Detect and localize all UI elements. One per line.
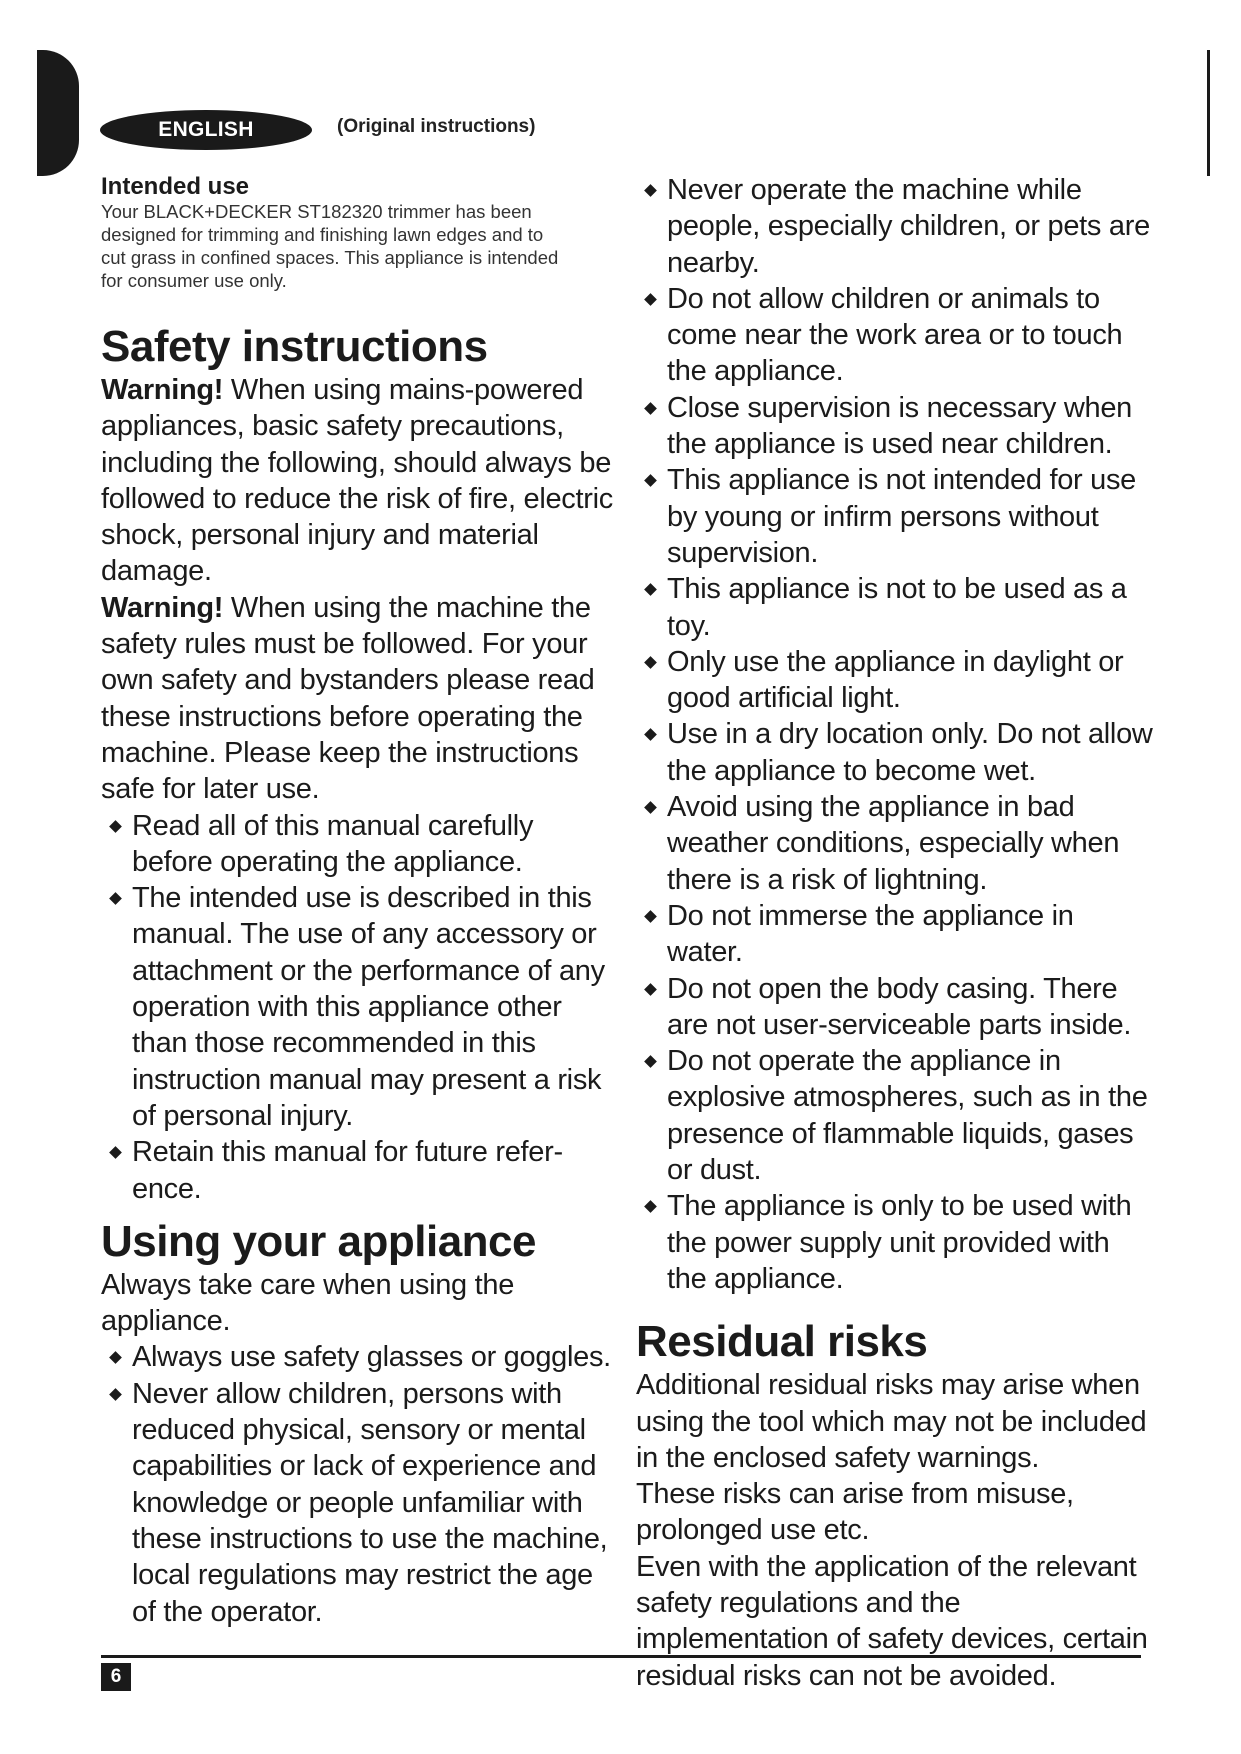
warning-label: Warning!: [101, 591, 224, 624]
using-intro: Always take care when using the appliance.: [101, 1268, 515, 1338]
diamond-bullet-icon: [644, 910, 657, 923]
left-column: [101, 172, 621, 1630]
list-item: This appliance is not intended for use by young or infirm persons without supervision.: [636, 462, 1156, 571]
list-item: Avoid using the appliance in bad weather conditions, especially when there is a risk of lightning.: [636, 789, 1156, 898]
diamond-bullet-icon: [644, 583, 657, 596]
language-badge: ENGLISH: [100, 110, 312, 150]
intended-use-heading: Intended use: [101, 173, 250, 200]
warning-text: When using the machine the safety rules must be followed. For your own safety and bystanders please read these instructions before operating the machine. Please keep the instructions safe for later use.: [101, 591, 595, 806]
footer-rule: [101, 1655, 1141, 1658]
diamond-bullet-icon: [644, 184, 657, 197]
residual-risks-heading: Residual risks: [636, 1317, 928, 1367]
diamond-bullet-icon: [644, 402, 657, 415]
using-bullet-list-left: [101, 1339, 621, 1629]
side-tab-marker: [37, 50, 79, 176]
list-item: This appliance is not to be used as a toy.: [636, 571, 1156, 644]
list-item: Use in a dry location only. Do not allow the appliance to become wet.: [636, 716, 1156, 789]
list-item: Read all of this manual carefully before operating the appliance.: [101, 808, 621, 881]
diamond-bullet-icon: [109, 820, 122, 833]
diamond-bullet-icon: [109, 1388, 122, 1401]
list-item: Never allow children, persons with reduced physical, sensory or mental capabilities or lack of experience and knowledge or people unfamiliar with these instructions to use the machine, local regulations may restrict the age of the operator.: [101, 1376, 621, 1630]
diamond-bullet-icon: [644, 475, 657, 488]
diamond-bullet-icon: [644, 1055, 657, 1068]
warning-label: Warning!: [101, 374, 224, 406]
using-bullet-list-right: [636, 172, 1156, 1297]
diamond-bullet-icon: [644, 1200, 657, 1213]
diamond-bullet-icon: [109, 1352, 122, 1365]
header-vertical-rule: [1207, 50, 1210, 176]
warning-text: When using mains-powered appliances, basic safety precautions, including the following, should always be followed to reduce the risk of fire, electric shock, personal injury and material damage.: [101, 374, 613, 588]
safety-bullet-list: [101, 808, 621, 1207]
warning-paragraph-1: [101, 372, 621, 590]
list-item: Always use safety glasses or goggles.: [101, 1339, 621, 1375]
original-instructions-note: (Original instructions): [337, 116, 536, 137]
residual-paragraph-3: Even with the application of the relevant safety regulations and the implementation of safety devices, certain residual risks can not be avoided.: [636, 1550, 1148, 1692]
diamond-bullet-icon: [109, 1146, 122, 1159]
residual-paragraph-1: Additional residual risks may arise when using the tool which may not be included in the enclosed safety warnings.: [636, 1369, 1147, 1474]
list-item: The appliance is only to be used with the power supply unit provided with the appliance.: [636, 1188, 1156, 1297]
list-item: Do not allow children or animals to come near the work area or to touch the appliance.: [636, 281, 1156, 390]
diamond-bullet-icon: [644, 293, 657, 306]
list-item: Do not open the body casing. There are not user-serviceable parts inside.: [636, 971, 1156, 1044]
intended-use-text: Your BLACK+DECKER ST182320 trimmer has been designed for trimming and finishing lawn edges and to cut grass in confined spaces. This appliance is intended for consumer use only.: [101, 201, 559, 291]
diamond-bullet-icon: [644, 656, 657, 669]
page-number: 6: [101, 1663, 131, 1691]
diamond-bullet-icon: [109, 892, 122, 905]
using-appliance-heading: Using your appliance: [101, 1216, 536, 1266]
list-item: Close supervision is necessary when the appliance is used near children.: [636, 390, 1156, 463]
safety-instructions-heading: Safety instructions: [101, 322, 488, 371]
list-item: Only use the appliance in daylight or good artificial light.: [636, 644, 1156, 717]
diamond-bullet-icon: [644, 983, 657, 996]
list-item: Never operate the machine while people, especially children, or pets are nearby.: [636, 172, 1156, 281]
diamond-bullet-icon: [644, 729, 657, 742]
residual-paragraph-2: These risks can arise from misuse, prolonged use etc.: [636, 1478, 1074, 1547]
right-column: [636, 172, 1156, 1694]
list-item: Retain this manual for future refer-ence.: [101, 1134, 621, 1207]
warning-paragraph-2: [101, 590, 621, 808]
list-item: Do not immerse the appliance in water.: [636, 898, 1156, 971]
list-item: Do not operate the appliance in explosive atmospheres, such as in the presence of flammable liquids, gases or dust.: [636, 1043, 1156, 1188]
list-item: The intended use is described in this manual. The use of any accessory or attachment or the performance of any operation with this appliance other than those recommended in this instruction manual may present a risk of personal injury.: [101, 880, 621, 1134]
diamond-bullet-icon: [644, 801, 657, 814]
